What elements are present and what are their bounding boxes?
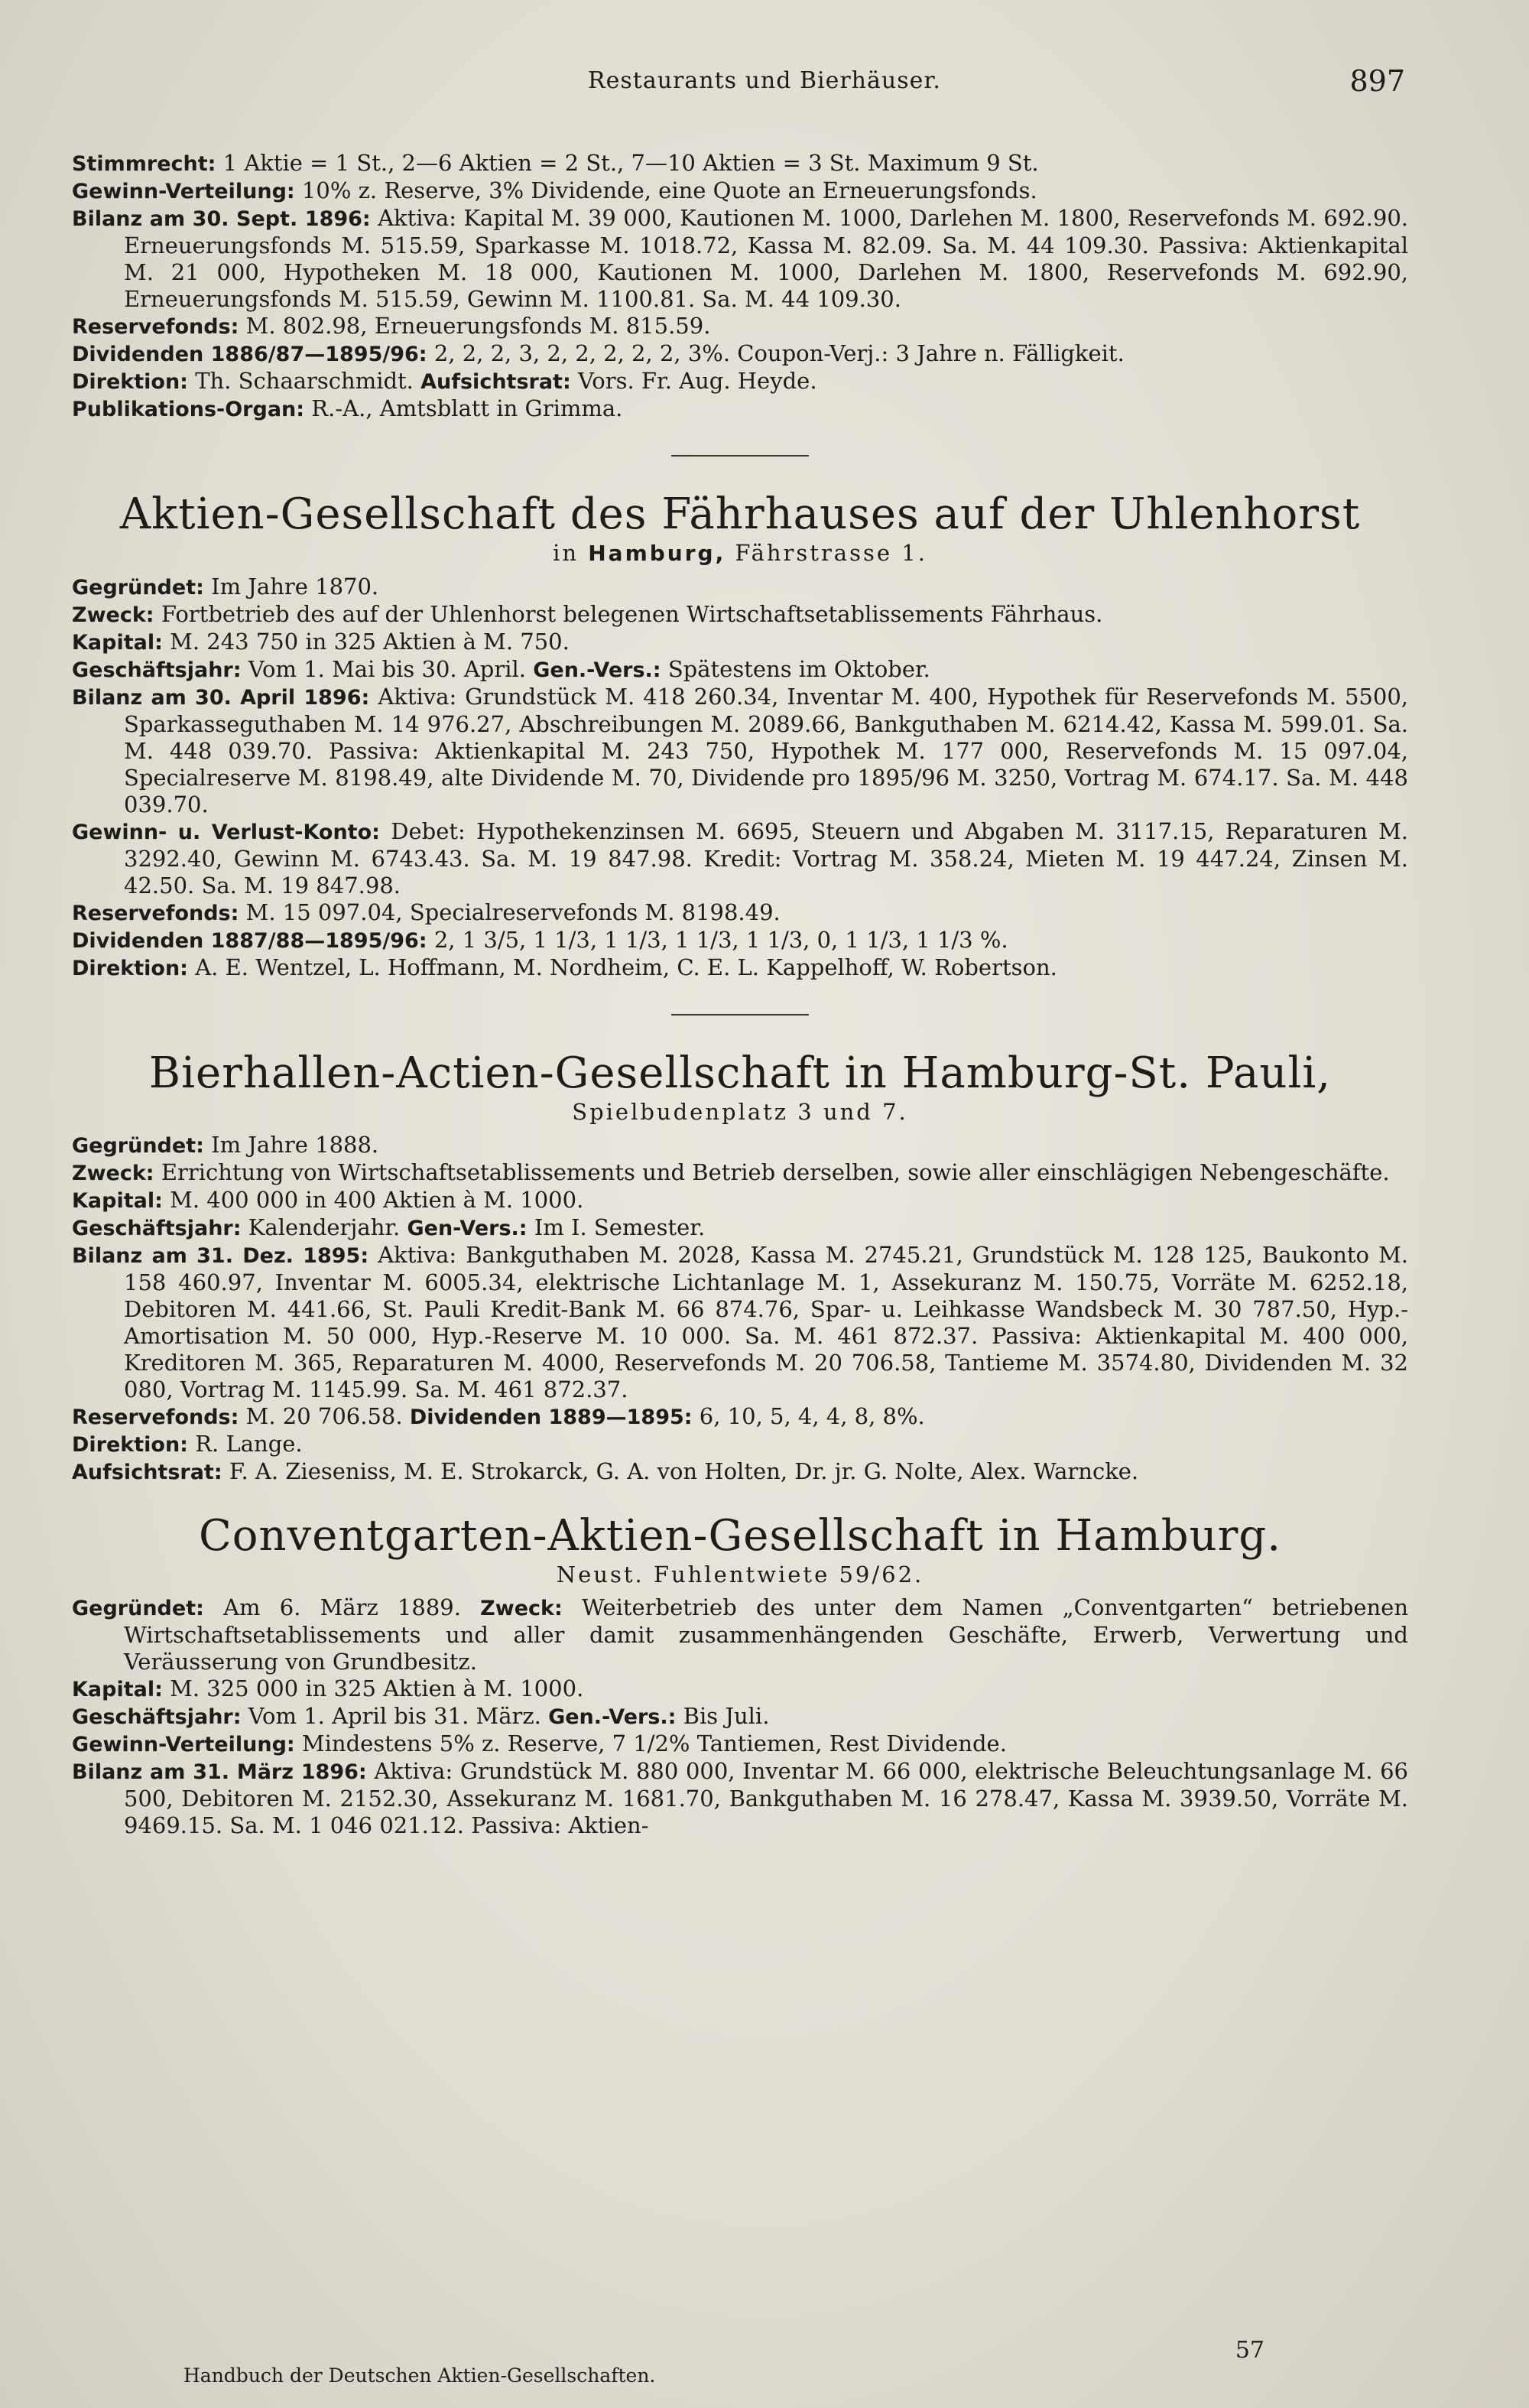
section-spacer: [72, 1486, 1408, 1512]
entry-label: Kapital:: [72, 1189, 163, 1213]
entry-text: Mindestens 5% z. Reserve, 7 1/2% Tantiemen, Rest Dividende.: [301, 1730, 1007, 1756]
entry-label: Gegründet:: [72, 1134, 204, 1158]
previous-company-tail: [72, 150, 1408, 423]
entry-text: M. 20 706.58.: [245, 1403, 403, 1429]
entry-geschaeftsjahr: [72, 1703, 1408, 1730]
entry-label: Aufsichtsrat:: [72, 1461, 222, 1484]
address-prefix: in: [553, 540, 579, 566]
entry-label: Geschäftsjahr:: [72, 1217, 242, 1240]
entry-label: Gewinn-Verteilung:: [72, 1733, 295, 1756]
entry-gewinn-verteilung: [72, 177, 1408, 205]
entry-text: Th. Schaarschmidt.: [195, 368, 414, 394]
entry-stimmrecht: [72, 150, 1408, 177]
entry-label: Geschäftsjahr:: [72, 1705, 242, 1729]
entry-text: Kalenderjahr.: [248, 1214, 401, 1240]
entry-label: Direktion:: [72, 1433, 188, 1457]
company-address: [72, 539, 1408, 567]
entry-text-2: Vors. Fr. Aug. Heyde.: [577, 368, 817, 394]
entry-kapital: [72, 1675, 1408, 1703]
entry-text: Fortbetrieb des auf der Uhlenhorst belegenen Wirtschaftsetablissements Fährhaus.: [161, 601, 1103, 627]
entry-gegruendet: [72, 1132, 1408, 1159]
entry-gegruendet: [72, 574, 1408, 601]
entry-text: Aktiva: Grundstück M. 880 000, Inventar M. 66 000, elektrische Beleuchtungsanlage M. 66 500, Debitoren M. 2152.30, Assekuranz M. 1681.70, Bankguthaben M. 16 278.47, Kassa M. 3939.50, Vorräte M. 9469.15. Sa. M. 1 046 021.12. Passiva: Aktien-: [124, 1758, 1409, 1838]
entry-text: F. A. Zieseniss, M. E. Strokarck, G. A. von Holten, Dr. jr. G. Nolte, Alex. Warncke.: [229, 1458, 1139, 1484]
entry-label: Publikations-Organ:: [72, 398, 305, 421]
address-city: Hamburg,: [588, 541, 726, 566]
entry-text: A. E. Wentzel, L. Hoffmann, M. Nordheim, C. E. L. Kappelhoff, W. Robertson.: [195, 954, 1057, 980]
entry-text-2: 6, 10, 5, 4, 4, 8, 8%.: [699, 1403, 925, 1429]
entry-label: Dividenden 1886/87—1895/96:: [72, 343, 427, 366]
company-faehrhaus: [72, 490, 1408, 982]
entry-label: Geschäftsjahr:: [72, 658, 242, 682]
entry-bilanz: [72, 1242, 1408, 1403]
entry-aufsichtsrat: [72, 1458, 1408, 1486]
entry-text: Vom 1. Mai bis 30. April.: [248, 656, 526, 682]
company-title: Conventgarten-Aktien-Gesellschaft in Hamburg.: [198, 1511, 1282, 1561]
entry-label: Gewinn- u. Verlust-Konto:: [72, 821, 380, 844]
entry-text: Am 6. März 1889.: [223, 1594, 461, 1620]
entry-label: Bilanz am 30. Sept. 1896:: [72, 207, 371, 231]
entry-label-2: Gen-Vers.:: [407, 1217, 528, 1240]
entry-label: Gegründet:: [72, 576, 204, 600]
company-address: [72, 1098, 1408, 1126]
entry-publikations-organ: [72, 395, 1408, 423]
entry-text: 2, 2, 2, 3, 2, 2, 2, 2, 2, 3%. Coupon-Verj.: 3 Jahre n. Fälligkeit.: [433, 340, 1125, 366]
address-rest: Spielbudenplatz 3 und 7.: [572, 1099, 908, 1125]
entry-bilanz: [72, 684, 1408, 818]
entry-label: Direktion:: [72, 957, 188, 980]
entry-reservefonds: [72, 899, 1408, 927]
entry-direktion: [72, 954, 1408, 982]
entry-label: Gegründet:: [72, 1597, 204, 1620]
entry-dividenden: [72, 927, 1408, 954]
page-header: [0, 64, 1529, 113]
entry-label-2: Dividenden 1889—1895:: [409, 1405, 693, 1429]
company-title: Bierhallen-Actien-Gesellschaft in Hamburg-St. Pauli,: [148, 1048, 1332, 1098]
section-divider: [671, 455, 809, 457]
entry-text: Im Jahre 1870.: [211, 574, 379, 600]
entry-text: 1 Aktie = 1 St., 2—6 Aktien = 2 St., 7—10 Aktien = 3 St. Maximum 9 St.: [222, 150, 1039, 176]
entry-label: Direktion:: [72, 370, 188, 394]
entry-text: M. 243 750 in 325 Aktien à M. 750.: [170, 629, 570, 655]
address-rest: Fährstrasse 1.: [735, 540, 927, 566]
entry-direktion: [72, 368, 1408, 395]
address-rest: Neust. Fuhlentwiete 59/62.: [556, 1561, 924, 1587]
entry-geschaeftsjahr: [72, 1214, 1408, 1242]
entry-kapital: [72, 1187, 1408, 1214]
entry-text-2: Weiterbetrieb des unter dem Namen „Conventgarten“ betriebenen Wirtschaftsetablissements und aller damit zusammenhängenden Geschäfte, Erwerb, Verwertung und Veräusserung von Grundbesitz.: [124, 1594, 1409, 1675]
entry-label: Reservefonds:: [72, 315, 239, 339]
entry-label: Bilanz am 31. Dez. 1895:: [72, 1244, 369, 1268]
entry-bilanz: [72, 1758, 1408, 1839]
entry-text: Im Jahre 1888.: [211, 1132, 379, 1158]
entry-gewinn-verteilung: [72, 1730, 1408, 1758]
section-divider: [671, 1014, 809, 1016]
entry-label-2: Zweck:: [480, 1597, 563, 1620]
company-title: Aktien-Gesellschaft des Fährhauses auf der Uhlenhorst: [119, 489, 1361, 539]
company-conventgarten: [72, 1512, 1408, 1839]
entry-bilanz: [72, 205, 1408, 313]
entry-direktion: [72, 1431, 1408, 1458]
entry-label: Stimmrecht:: [72, 152, 216, 176]
entry-gegruendet: [72, 1594, 1408, 1675]
entry-text: M. 400 000 in 400 Aktien à M. 1000.: [170, 1187, 584, 1213]
entry-zweck: [72, 1159, 1408, 1187]
entry-text: Aktiva: Kapital M. 39 000, Kautionen M. 1000, Darlehen M. 1800, Reservefonds M. 692.90. Erneuerungsfonds M. 515.59, Sparkasse M. 1018.72, Kassa M. 82.09. Sa. M. 44 109.30. Passiva: Aktienkapital M. 21 000, Hypotheken M. 18 000, Kautionen M. 1000, Darlehen M. 1800, Reservefonds M. 692.90, Erneuerungsfonds M. 515.59, Gewinn M. 1100.81. Sa. M. 44 109.30.: [124, 205, 1409, 312]
printer-signature: 57: [1235, 2337, 1264, 2364]
entry-text: M. 325 000 in 325 Aktien à M. 1000.: [170, 1675, 584, 1701]
entry-dividenden: [72, 340, 1408, 368]
entry-label: Reservefonds:: [72, 902, 239, 925]
entry-label: Zweck:: [72, 1162, 154, 1185]
entry-label: Bilanz am 31. März 1896:: [72, 1760, 367, 1784]
entry-gewinn-verlust: [72, 818, 1408, 899]
entry-text-2: Bis Juli.: [683, 1703, 770, 1729]
entry-label-2: Aufsichtsrat:: [420, 370, 571, 394]
entry-text: R. Lange.: [195, 1431, 303, 1457]
entry-text: M. 15 097.04, Specialreservefonds M. 8198.49.: [245, 899, 781, 925]
entry-label: Kapital:: [72, 1678, 163, 1701]
footer-text: Handbuch der Deutschen Aktien-Gesellschaften.: [183, 2364, 656, 2387]
entry-text: Aktiva: Bankguthaben M. 2028, Kassa M. 2745.21, Grundstück M. 128 125, Baukonto M. 158 460.97, Inventar M. 6005.34, elektrische Lichtanlage M. 1, Assekuranz M. 150.75, Vorräte M. 6252.18, Debitoren M. 441.66, St. Pauli Kredit-Bank M. 66 874.76, Spar- u. Leihkasse Wandsbeck M. 30 787.50, Hyp.-Amortisation M. 50 000, Hyp.-Reserve M. 10 000. Sa. M. 461 872.37. Passiva: Aktienkapital M. 400 000, Kreditoren M. 365, Reparaturen M. 4000, Reservefonds M. 20 706.58, Tantieme M. 3574.80, Dividenden M. 32 080, Vortrag M. 1145.99. Sa. M. 461 872.37.: [124, 1242, 1409, 1402]
entry-label: Zweck:: [72, 603, 154, 627]
entry-text: Aktiva: Grundstück M. 418 260.34, Inventar M. 400, Hypothek für Reservefonds M. 5500, Sparkasseguthaben M. 14 976.27, Abschreibungen M. 2089.66, Bankguthaben M. 6214.42, Kassa M. 599.01. Sa. M. 448 039.70. Passiva: Aktienkapital M. 243 750, Hypothek M. 177 000, Reservefonds M. 15 097.04, Specialreserve M. 8198.49, alte Dividende M. 70, Dividende pro 1895/96 M. 3250, Vortrag M. 674.17. Sa. M. 448 039.70.: [124, 684, 1408, 817]
entry-text: 2, 1 3/5, 1 1/3, 1 1/3, 1 1/3, 1 1/3, 0, 1 1/3, 1 1/3 %.: [433, 927, 1008, 953]
entry-zweck: [72, 601, 1408, 629]
entry-label: Bilanz am 30. April 1896:: [72, 686, 370, 710]
entry-geschaeftsjahr: [72, 656, 1408, 684]
entry-text: Errichtung von Wirtschaftsetablissements und Betrieb derselben, sowie aller einschlägigen Nebengeschäfte.: [161, 1159, 1390, 1185]
entry-label: Gewinn-Verteilung:: [72, 180, 295, 203]
page-footer: [183, 2337, 1330, 2393]
entry-kapital: [72, 629, 1408, 656]
entry-label: Kapital:: [72, 631, 163, 655]
entry-text-2: Spätestens im Oktober.: [667, 656, 930, 682]
entry-label: Dividenden 1887/88—1895/96:: [72, 929, 427, 953]
entry-label-2: Gen.-Vers.:: [533, 658, 661, 682]
entry-label-2: Gen.-Vers.:: [548, 1705, 677, 1729]
company-bierhallen: [72, 1049, 1408, 1486]
company-address: [72, 1561, 1408, 1588]
entry-label: Reservefonds:: [72, 1405, 239, 1429]
entry-reservefonds: [72, 313, 1408, 340]
entry-reservefonds: [72, 1403, 1408, 1431]
entry-text: M. 802.98, Erneuerungsfonds M. 815.59.: [245, 313, 711, 339]
entry-text: Vom 1. April bis 31. März.: [248, 1703, 541, 1729]
entry-text: Debet: Hypothekenzinsen M. 6695, Steuern und Abgaben M. 3117.15, Reparaturen M. 3292.40, Gewinn M. 6743.43. Sa. M. 19 847.98. Kredit: Vortrag M. 358.24, Mieten M. 19 447.24, Zinsen M. 42.50. Sa. M. 19 847.98.: [124, 818, 1408, 899]
entry-text: R.-A., Amtsblatt in Grimma.: [311, 395, 623, 421]
page-number: 897: [1349, 64, 1405, 98]
entry-text-2: Im I. Semester.: [534, 1214, 706, 1240]
entry-text: 10% z. Reserve, 3% Dividende, eine Quote an Erneuerungsfonds.: [301, 177, 1037, 203]
page-content: [72, 150, 1408, 1839]
running-head: Restaurants und Bierhäuser.: [588, 67, 941, 94]
